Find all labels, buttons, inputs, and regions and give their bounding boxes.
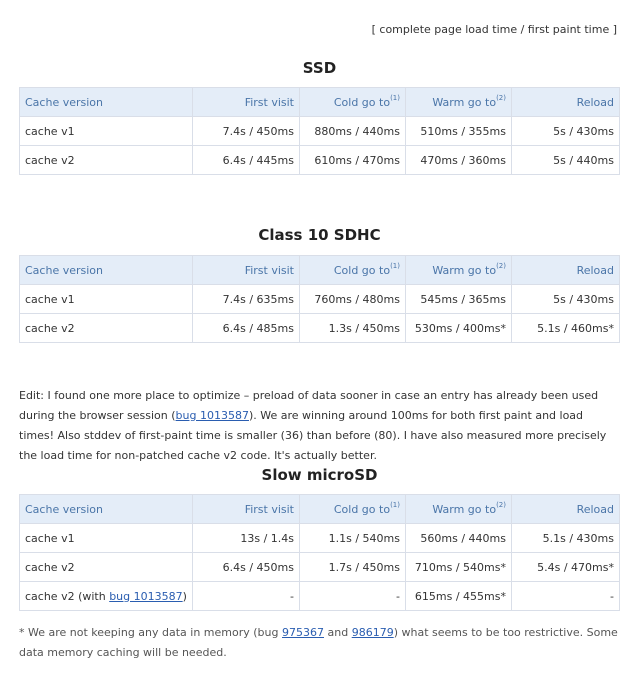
section-title-microsd: Slow microSD: [261, 466, 378, 484]
cell-cold: 1.7s / 450ms: [300, 553, 406, 582]
footnote: * We are not keeping any data in memory (bug 975367 and 986179) what seems to be too restrictive. Some data memory caching will be needed.: [19, 626, 618, 659]
header-cold-goto: Cold go $to^{(1)}$: [300, 495, 406, 524]
cell-warm: 560ms / 440ms: [406, 524, 512, 553]
cell-cold: 610ms / 470ms: [300, 146, 406, 175]
cell-warm: 710ms / 540ms*: [406, 553, 512, 582]
table-row: [20, 117, 620, 146]
cell-warm: 545ms / 365ms: [406, 285, 512, 314]
cell-cold: 760ms / 480ms: [300, 285, 406, 314]
cell-first-visit: 6.4s / 445ms: [193, 146, 300, 175]
header-first-visit: First visit: [193, 88, 300, 117]
header-warm-goto: Warm go $to^{(2)}$: [406, 495, 512, 524]
header-warm-goto: Warm go $to^{(2)}$: [406, 256, 512, 285]
cell-warm: 615ms / 455ms*: [406, 582, 512, 611]
cell-first-visit: -: [193, 582, 300, 611]
cell-cache: cache v2: [20, 314, 193, 343]
edit-text: Edit: I found one more place to optimize – preload of data sooner in case an entry has already been used during the browser session (: [19, 389, 599, 422]
cell-first-visit: 13s / 1.4s: [193, 524, 300, 553]
legend-text: [ complete page load time / first paint time ]: [371, 23, 617, 36]
header-cold-goto: Cold go $to^{(1)}$: [300, 88, 406, 117]
cell-reload: 5.4s / 470ms*: [512, 553, 620, 582]
cell-cold: 1.1s / 540ms: [300, 524, 406, 553]
table-header-row: [20, 495, 620, 524]
header-reload: Reload: [512, 495, 620, 524]
header-warm-goto: Warm go $to^{(2)}$: [406, 88, 512, 117]
section-title-ssd: SSD: [302, 59, 337, 77]
table-row: [20, 582, 620, 611]
header-first-visit: First visit: [193, 256, 300, 285]
header-reload: Reload: [512, 88, 620, 117]
bug-link-975367[interactable]: 975367: [282, 626, 324, 639]
header-cache-version: Cache version: [20, 256, 193, 285]
cell-reload: 5s / 430ms: [512, 117, 620, 146]
cell-cache: cache v1: [20, 117, 193, 146]
table-header-row: [20, 256, 620, 285]
cell-cache: cache v2: [20, 553, 193, 582]
cell-reload: 5.1s / 460ms*: [512, 314, 620, 343]
cell-cold: -: [300, 582, 406, 611]
header-first-visit: First visit: [193, 495, 300, 524]
cell-reload: 5s / 430ms: [512, 285, 620, 314]
table-row: [20, 314, 620, 343]
cell-warm: 530ms / 400ms*: [406, 314, 512, 343]
section-title-sdhc: Class 10 SDHC: [258, 226, 381, 244]
cell-first-visit: 7.4s / 635ms: [193, 285, 300, 314]
bug-link[interactable]: bug 1013587: [109, 589, 183, 603]
cell-cold: 1.3s / 450ms: [300, 314, 406, 343]
bug-link[interactable]: bug 1013587: [175, 409, 249, 422]
table-header-row: [20, 88, 620, 117]
cell-warm: 510ms / 355ms: [406, 117, 512, 146]
cell-reload: 5s / 440ms: [512, 146, 620, 175]
table-row: [20, 553, 620, 582]
cell-cache: cache v2 (with bug 1013587): [20, 582, 193, 611]
cell-warm: 470ms / 360ms: [406, 146, 512, 175]
header-cold-goto: Cold go $to^{(1)}$: [300, 256, 406, 285]
cell-cache: cache v1: [20, 285, 193, 314]
results-table-sdhc: [19, 255, 620, 343]
cell-first-visit: 6.4s / 450ms: [193, 553, 300, 582]
cell-reload: 5.1s / 430ms: [512, 524, 620, 553]
cell-cache: cache v2: [20, 146, 193, 175]
table-row: [20, 146, 620, 175]
cell-reload: -: [512, 582, 620, 611]
header-reload: Reload: [512, 256, 620, 285]
header-cache-version: Cache version: [20, 88, 193, 117]
cell-first-visit: 7.4s / 450ms: [193, 117, 300, 146]
results-table-microsd: [19, 494, 620, 611]
cell-cache: cache v1: [20, 524, 193, 553]
cell-cold: 880ms / 440ms: [300, 117, 406, 146]
table-row: [20, 285, 620, 314]
results-table-ssd: [19, 87, 620, 175]
header-cache-version: Cache version: [20, 495, 193, 524]
edit-paragraph: [19, 386, 619, 466]
edit-text: ). We are winning around 100ms for both first paint and load times! Also stddev of first-paint time is smaller (36) than before (80). I have also measured more precisely the load time for non-patched cache v2 code. It's actually better.: [19, 409, 607, 462]
bug-link-986179[interactable]: 986179: [351, 626, 394, 639]
table-row: [20, 524, 620, 553]
cell-first-visit: 6.4s / 485ms: [193, 314, 300, 343]
